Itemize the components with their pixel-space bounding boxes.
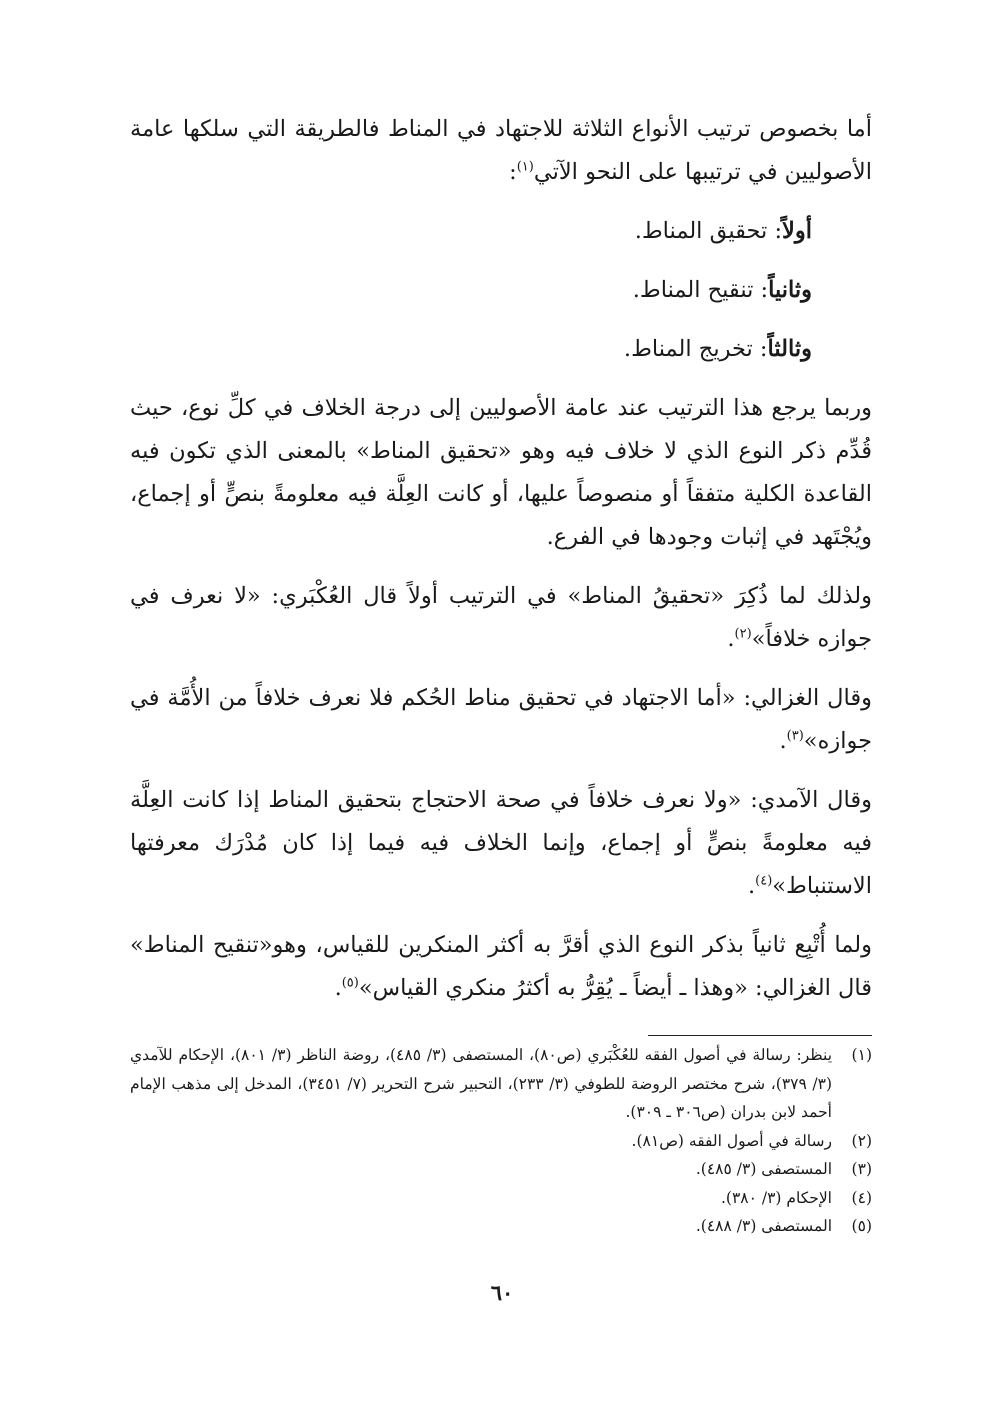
paragraph-text: ولما أُتْبِع ثانياً بذكر النوع الذي أقرَّ به أكثر المنكرين للقياس، وهو«تنقيح المناط» قال الغزالي: «وهذا ـ أيضاً ـ يُقِرُّ به أكثرُ منكري القياس» — [130, 932, 872, 1001]
footnote-number: (٢) — [851, 1131, 872, 1150]
intro-colon: : — [509, 159, 517, 185]
footnote-item — [130, 1127, 872, 1156]
list-text: : تحقيق المناط. — [634, 218, 783, 244]
paragraph-end: . — [779, 728, 787, 754]
paragraph-text: وربما يرجع هذا الترتيب عند عامة الأصوليين إلى درجة الخلاف في كلِّ نوع، حيث قُدِّم ذكر النوع الذي لا خلاف فيه وهو «تحقيق المناط» بالمعنى الذي تكون فيه القاعدة الكلية متفقاً أو منصوصاً عليها، أو كانت العِلَّة فيه معلومةً بنصٍّ أو إجماع، ويُجْتَهد في إثبات وجودها في الفرع. — [130, 395, 872, 550]
footnote-ref-4[interactable]: (٤) — [755, 873, 773, 889]
paragraph-ghazali-quote — [130, 677, 872, 763]
paragraph-end: . — [334, 975, 342, 1001]
list-text: : تخريج المناط. — [623, 336, 768, 362]
list-label: وثالثاً — [767, 336, 812, 362]
footnote-ref-5[interactable]: (٥) — [341, 975, 359, 991]
footnote-text: رسالة في أصول الفقه (ص٨١). — [631, 1131, 832, 1150]
footnote-number: (١) — [851, 1046, 872, 1064]
footnote-number: (٣) — [851, 1160, 872, 1178]
list-label: أولاً — [782, 218, 812, 244]
footnote-ref-1[interactable]: (١) — [516, 159, 534, 175]
list-label: وثانياً — [768, 277, 812, 303]
main-text — [130, 108, 872, 1026]
footnote-number: (٥) — [851, 1217, 872, 1235]
list-item-third — [130, 328, 872, 371]
paragraph-text: ولذلك لما ذُكِرَ «تحقيقُ المناط» في الترتيب أولاً قال العُكْبَري: «لا نعرف في جوازه خلافاً» — [130, 583, 872, 652]
page-number: ٦٠ — [490, 1280, 514, 1305]
paragraph-text: وقال الآمدي: «ولا نعرف خلافاً في صحة الاحتجاج بتحقيق المناط إذا كانت العِلَّة فيه معلومةً بنصٍّ أو إجماع، وإنما الخلاف فيه فيما إذا كان مُدْرَك معرفتها الاستنباط» — [130, 787, 872, 899]
intro-paragraph — [130, 108, 872, 194]
list-text: : تنقيح المناط. — [632, 277, 769, 303]
paragraph-end: . — [747, 873, 756, 899]
footnotes — [130, 1041, 872, 1241]
paragraph-tanqih — [130, 924, 872, 1010]
list-item-first — [130, 210, 872, 253]
list-item-second — [130, 269, 872, 312]
paragraph-text: وقال الغزالي: «أما الاجتهاد في تحقيق مناط الحُكم فلا نعرف خلافاً من الأُمَّة في جوازه» — [130, 685, 872, 754]
paragraph-ukbari-quote — [130, 575, 872, 661]
footnote-item — [130, 1041, 872, 1127]
intro-line-2: سلكها عامة الأصوليين في ترتيبها على النحو الآتي — [130, 116, 872, 185]
paragraph-end: . — [727, 626, 735, 652]
footnote-text: الإحكام (٣/ ٣٨٠). — [720, 1188, 832, 1207]
footnote-text: ينظر: رسالة في أصول الفقه للعُكْبَري (ص٨٠)، المستصفى (٣/ ٤٨٥)، روضة الناظر (٣/ ٨٠١)، الإحكام للآمدي (٣/ ٣٧٩)، شرح مختصر الروضة للطوفي (٣/ ٢٣٣)، التحبير شرح التحرير (٧/ ٣٤٥١)، المدخل إلى مذهب الإمام أحمد لابن بدران (ص٣٠٦ ـ ٣٠٩). — [130, 1046, 833, 1121]
intro-line-1: أما بخصوص ترتيب الأنواع الثلاثة للاجتهاد في المناط فالطريقة التي — [247, 116, 872, 142]
footnote-item — [130, 1212, 872, 1241]
footnote-text: المستصفى (٣/ ٤٨٨). — [695, 1217, 832, 1235]
paragraph-ordering-reason — [130, 387, 872, 559]
footnote-divider — [648, 1035, 872, 1036]
footnote-item — [130, 1155, 872, 1184]
footnote-ref-2[interactable]: (٢) — [734, 626, 752, 642]
footnote-item — [130, 1184, 872, 1213]
footnote-ref-3[interactable]: (٣) — [786, 728, 804, 744]
paragraph-amidi-quote — [130, 779, 872, 908]
footnote-number: (٤) — [851, 1188, 872, 1207]
footnote-text: المستصفى (٣/ ٤٨٥). — [695, 1160, 832, 1178]
